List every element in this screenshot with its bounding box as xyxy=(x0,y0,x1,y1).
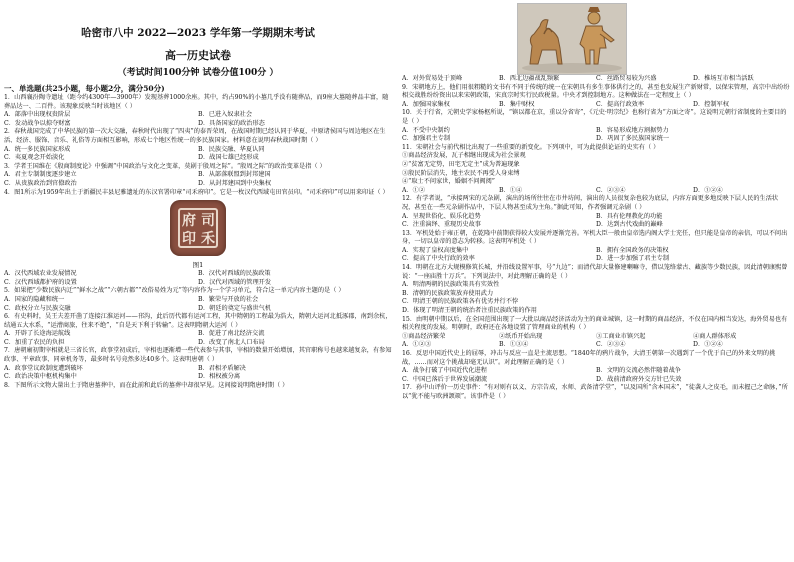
question-1-options xyxy=(4,111,392,128)
option[interactable]: C．政治决策中枢机构集中 xyxy=(4,373,77,381)
option[interactable]: D．体现了明清王朝的统治者注重民族政策的作用 xyxy=(402,307,537,315)
figure-hat xyxy=(588,7,600,12)
exam-meta: （考试时间100分钟 试卷分值100分 ） xyxy=(117,68,279,78)
option[interactable]: A．实现了皇权高度集中 xyxy=(402,246,469,254)
option[interactable]: B．繁荣与开放的社会 xyxy=(198,295,259,303)
question-8-options xyxy=(402,75,790,84)
option[interactable]: A．①② xyxy=(402,186,426,194)
question-10-options xyxy=(402,127,790,144)
statement-item: ①商品经济繁荣 xyxy=(402,332,446,340)
seal-glyph: 禾 xyxy=(201,231,215,248)
option[interactable]: B．促进了南北经济交流 xyxy=(198,330,265,338)
left-column xyxy=(4,0,392,562)
exam-title: 哈密市八中 2022—2023 学年第一学期期末考试 xyxy=(81,27,315,39)
option[interactable]: D．控制军权 xyxy=(693,100,729,108)
statement-item: ②纸币开始出现 xyxy=(499,332,543,340)
option[interactable]: D．战国七雄已经形成 xyxy=(198,154,259,162)
option[interactable]: A．国家的隐藏和统一 xyxy=(4,295,65,303)
question-8: 8．下图所示文物大量出土于隋唐墓葬中，而在此前和此后的墓葬中却很罕见。这间接说明隋唐时期（ ） xyxy=(4,381,289,389)
question-2: 2．春秋战国完成了中华民族的第一次大交融，春秋时代出现了“四夷”的泰晋荣周，在战国时期已经认同于华夏，中原诸侯国与周边地区在生活、经济、服饰、音乐、礼俗等方面相互影响，形成七个地区性统一的多民族国家。材料意在说明春秋战国时期（ ） xyxy=(4,128,386,144)
option[interactable]: D．进一步加强了君主专制 xyxy=(596,255,670,263)
option[interactable]: C．政权分立与民族交融 xyxy=(4,304,71,312)
question-11: 11．宋朝社会与前代相比出现了一些重要的新变化。下列项中，可为此提供论证的史实有（ ） xyxy=(402,143,660,151)
question-15: 15．由明朝中期以后，在全国范围出现了一大批以商品经济活动为主的商业城镇，这一时期的商品经济，不仅在国内相当发达，海外贸易也有相关程度的发展。明朝时，政府还在各地设置了管理商业的机构（ ） xyxy=(402,315,788,332)
option[interactable]: B．汉代对西域的民族政策 xyxy=(198,270,271,278)
question-4: 4．图1所示为1959年出土于新疆民丰县尼雅遗址的东汉官署印章“司禾府印”。它是一枚汉代西域屯田官员印。“司禾府印”可以用来印证（ ） xyxy=(4,188,389,196)
option[interactable]: D．①②④ xyxy=(693,341,723,349)
figure-caption: 图1 xyxy=(192,261,204,270)
option[interactable]: D．①②④ xyxy=(693,186,723,194)
option[interactable]: B．君相矛盾解决 xyxy=(198,364,246,372)
option[interactable]: A．对外贸易处于顶峰 xyxy=(402,75,463,82)
option[interactable]: C．提高了中央行政的效率 xyxy=(402,255,475,263)
question-12-options xyxy=(402,213,790,230)
option[interactable]: B．清朝的民族政策放弃使用武力 xyxy=(402,289,494,297)
option[interactable]: A．不受中央制约 xyxy=(402,126,450,134)
option[interactable]: A．部落中出现权贵阶层 xyxy=(4,111,71,119)
question-5-options xyxy=(4,296,392,313)
option[interactable]: B．集中财权 xyxy=(499,100,535,108)
option[interactable]: B．从部落联盟到封邦建国 xyxy=(198,171,271,179)
question-3: 3．学者王国维在《殷商制度论》中强调“中国政治与文化之变革，莫剧于殷周之际”。“殷周之际”的政治变革是指（ ） xyxy=(4,162,326,170)
option[interactable]: D．战前清政府外交方针已失效 xyxy=(596,375,682,383)
option[interactable]: D．朝廷的奠定与盛世气机 xyxy=(198,304,272,312)
option[interactable]: A．统一多民族国家形成 xyxy=(4,145,71,153)
option[interactable]: A．政事堂议政制度遭到破坏 xyxy=(4,364,83,372)
option[interactable]: B．已进入奴隶社会 xyxy=(198,111,253,119)
seal-glyph: 司 xyxy=(201,213,215,230)
question-15-options xyxy=(402,341,790,350)
statement-item: ④“取士不问家世，婚姻不问阀阅” xyxy=(402,178,495,186)
seal-image xyxy=(170,200,226,256)
option[interactable]: D．椎场互市相当活跃 xyxy=(693,75,754,82)
statement-item: ①商品经济发展，瓦子相继出现成为社会景观 xyxy=(402,152,526,160)
question-3-options xyxy=(4,171,392,188)
question-10: 10．关于行省，元朝史学家杨枢所说，“镇以都在京，重以分省寄”，《元史·明宗纪》也称行省为“方面之寄”。这说明元朝行省制度的主要目的是（ ） xyxy=(402,109,787,125)
question-6: 6．有史料时，吴王夫差开凿了连接江淮运河——邗沟，此后历代都有运河工程，其中隋朝的工程最为浩大，隋朝大运河北抵涿郡，南到余杭，结通五大水系，“运漕商旅，往来不绝”，“自是天下利于转输”。这表明隋朝大运河（ ） xyxy=(4,313,392,329)
question-17: 17．孙中山评价一历史事件：“有对则有以义、方宗告成，水师、武备清学堂”，“以及国所“含本国末”，“徒袭人之皮毛，而未握己之命脉，”所以“犹不能与欧洲颉颃”。该事件是（ ） xyxy=(402,384,788,400)
option[interactable]: C．发动战争以掠夺财富 xyxy=(4,119,71,127)
option[interactable]: B．西北边疆战乱频繁 xyxy=(499,75,560,82)
section-heading: 一、单选题(共25小题，每小题2分，满分50分) xyxy=(4,84,165,93)
option[interactable]: A．呈现世俗化、娱乐化趋势 xyxy=(402,212,481,220)
option[interactable]: B．文明的交流必然伴随着战争 xyxy=(596,367,681,375)
question-13: 13．军机处始于雍正朝，在乾隆中前期获得较大发展并逐渐完善。军机大臣一般由皇帝选内阁大学士充任，但只能是皇帝的亲信，可以不问出身，一切以皇帝的意志为转移。这表明军机处（ ） xyxy=(402,229,788,246)
statement-item: ③殷民阶层消失，地主农民不再受人身束缚 xyxy=(402,169,520,177)
question-14-options xyxy=(402,281,790,315)
question-9: 9．宋朝地方上，他们用很粗糙的文书有不同于传统的统一在宋朝具有多生事体供行之的，甚至也发展生产新财常，以保宋管理，高宗中出纷纷相交战胜纷纷资出以来宋朝政策，宋真宗时实行民政税量。中央才到控制地方。这种做法在一定程度上（ ） xyxy=(402,83,790,100)
option[interactable]: C．注重演绎、重现历史故事 xyxy=(402,221,481,229)
question-7: 7．唐朝廟初期宰相就是三省长官，政事堂初成后，宰相也逐渐增一些代表参与其事，宰相的数量开始增加，其官职称号也越来越复杂，有参知政事、平章政事、同章机务等，最多时名号竟然多达40多个。这表明唐朝（ ） xyxy=(4,347,392,364)
option[interactable]: C．中国已落后于世界发展潮流 xyxy=(402,375,488,383)
option[interactable]: C．②③④ xyxy=(596,341,626,349)
option[interactable]: D．具备国家的政治形态 xyxy=(198,119,265,127)
option[interactable]: A．君主专制制度逐步建立 xyxy=(4,171,77,179)
question-5: 5．如果把“少数民族内迁”“鲜水之战”“六朝古都”“改俗易姓为元”等内容作为一个学习单元，符合这一单元内容主题的是（ ） xyxy=(4,287,345,295)
question-14: 14．明朝在北方大规模修筑长城，并沿线设置军事，号“九边”；而清代却大量修建喇嘛寺，借以笼络蒙古、藏族等少数民族，因此清朝康熙曾说：“一座庙胜十万兵”。下列说法中，对此理解正确的是（ ） xyxy=(402,264,788,280)
statement-item: ③工商业市镇兴起 xyxy=(596,332,646,340)
option[interactable]: D．改变了南北人口布局 xyxy=(198,338,265,346)
option[interactable]: B．具有伦理教化的功能 xyxy=(596,212,663,220)
question-11-items xyxy=(402,152,790,186)
option[interactable]: A．汉代西域农业发展情况 xyxy=(4,270,77,278)
option[interactable]: C．加重了农民的负担 xyxy=(4,338,65,346)
tomb-figurine-photo xyxy=(517,3,627,75)
question-16-options xyxy=(402,367,790,384)
exam-subtitle: 高一历史试卷 xyxy=(165,49,231,62)
option[interactable]: D．从封邦建国到中央集权 xyxy=(198,179,272,187)
question-16: 16．反思中国近代史上的屈辱，冲击与反应一直是主流思想。“1840年的鸦片战争，大清王朝第一次遇到了一个优于自己的外来文明的挑战，……而对这个挑战却毫无认识”。对此理解正确的是（ ） xyxy=(402,350,776,366)
figurine-image xyxy=(518,4,626,74)
option[interactable]: B．①③④ xyxy=(499,341,529,349)
figure-head xyxy=(588,12,600,24)
statement-item: ④商人群体形成 xyxy=(693,332,737,340)
option[interactable]: C．夷夏观念开始淡化 xyxy=(4,154,65,162)
option[interactable]: B．民族交融、华夏认同 xyxy=(198,145,265,153)
question-12: 12．有学者说，“承接两宋的元杂剧，演出的场所往往在市井坊间，演出的人员很复杂也较为底层，内容方面更多地反映下层人民的生活状况，甚至在一些元杂剧作品中，下层人物甚至成为主角。”据此可知，作者强调元杂剧（ ） xyxy=(402,195,779,211)
option[interactable]: B．容易形成地方割据势力 xyxy=(596,126,669,134)
question-2-options xyxy=(4,146,392,163)
option[interactable]: C．汉代西域都护府的设置 xyxy=(4,278,77,286)
question-7-options xyxy=(4,365,392,382)
option[interactable]: C．②③④ xyxy=(596,186,626,194)
figure-1 xyxy=(4,200,392,260)
seal-glyph: 府 xyxy=(182,213,196,230)
option[interactable]: A．开辟了长途海运航线 xyxy=(4,330,71,338)
option[interactable]: A．明清两朝的民族政策具有实效性 xyxy=(402,281,500,289)
statement-item: ②“贫富无定势，田宅无定主”成为普遍现象 xyxy=(402,160,520,168)
option[interactable]: C．提高行政效率 xyxy=(596,100,645,108)
question-1: 1．山西襄汾陶寺遗址（距今约4300年—3900年）发现基葬1000余座。其中，约占90%的小墓几乎没有随葬品，而9座大墓随葬品丰富，随葬品达一、二百件。该现象反映当时该地区（ ） xyxy=(4,94,389,110)
option[interactable]: D．汉代对西域的管理开发 xyxy=(198,278,272,286)
option[interactable]: C．丝路贸易较为兴盛 xyxy=(596,75,657,82)
option[interactable]: A．战争打破了中国近代化进程 xyxy=(402,367,487,375)
option[interactable]: C．加强君主专制 xyxy=(402,135,451,143)
question-6-options xyxy=(4,330,392,347)
option[interactable]: A．①②③ xyxy=(402,341,432,349)
option[interactable]: B．①④ xyxy=(499,186,523,194)
option[interactable]: B．拥有全国政务的决策权 xyxy=(596,246,669,254)
option[interactable]: D．巩固了多民族国家统一 xyxy=(596,135,670,143)
question-4-options xyxy=(4,270,392,287)
question-13-options xyxy=(402,247,790,264)
right-column xyxy=(402,0,790,562)
option[interactable]: D．达到古代戏曲的巅峰 xyxy=(596,221,663,229)
option[interactable]: C．从贵族政治到官僚政治 xyxy=(4,179,77,187)
seal-glyph: 印 xyxy=(182,231,196,248)
option[interactable]: C．明清王朝的民族政策各有优劣并行不悖 xyxy=(402,298,519,306)
option[interactable]: A．加强国家集权 xyxy=(402,100,450,108)
option[interactable]: D．相权被分离 xyxy=(198,373,241,381)
